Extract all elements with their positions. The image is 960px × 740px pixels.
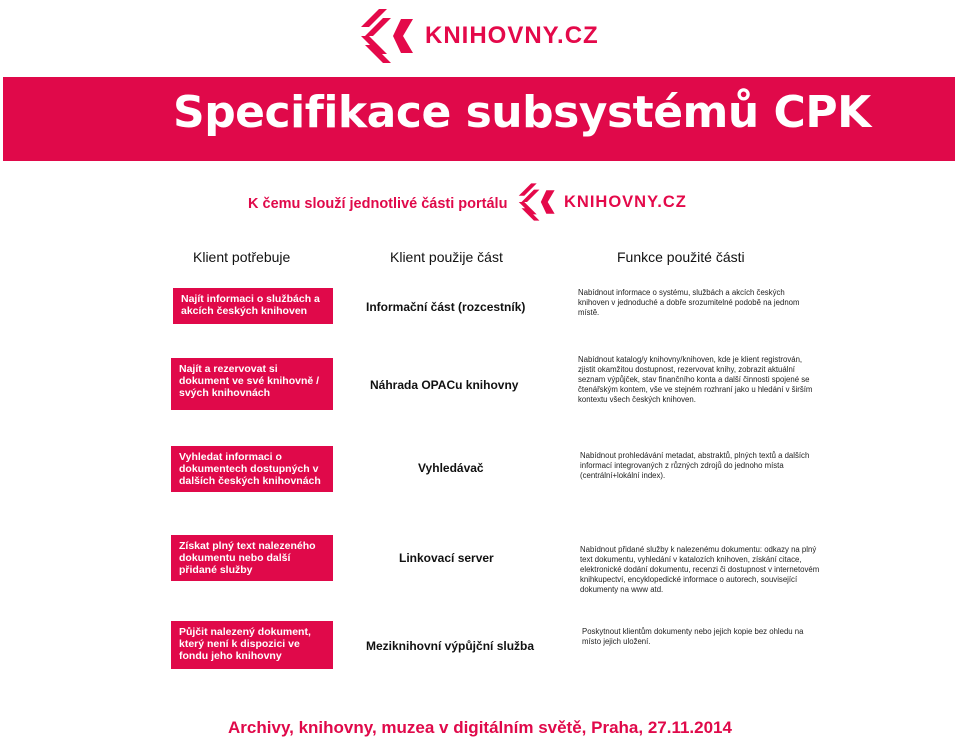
function-text-4: Nabídnout přidané služby k nalezenému dokumentu: odkazy na plný text dokumentu, vyhledání v katalozích knihoven, získání citace, elektronické dodání dokumentu, recenzi či dostupnost v internetovém knihkupectví, encyklopedické informace o autorech, související dokumenty na www atd. [580,545,820,594]
need-box-4: Získat plný text nalezeného dokumentu nebo další přidané služby [171,535,333,581]
diagram-title: K čemu slouží jednotlivé části portálu [248,196,508,212]
knihovny-logo [357,6,599,66]
need-box-3: Vyhledat informaci o dokumentech dostupných v dalších českých knihovnách [171,446,333,492]
function-text-1: Nabídnout informace o systému, službách a akcích českých knihoven v jednoduché a dobře srozumitelné podobě na jednom místě. [578,288,800,317]
knihovny-logo-text: KNIHOVNY.CZ [425,22,599,49]
need-box-1: Najít informaci o službách a akcích českých knihoven [173,288,333,324]
title-band [3,77,955,161]
part-name-3: Vyhledávač [418,461,484,475]
part-name-5: Meziknihovní výpůjční služba [366,639,535,653]
diagram-logo [516,182,687,222]
need-box-5: Půjčit nalezený dokument, který není k dispozici ve fondu jeho knihovny [171,621,333,669]
column-header-function: Funkce použité části [617,249,745,265]
knihovny-logo-mark-icon [357,7,415,65]
need-box-2: Najít a rezervovat si dokument ve své knihovně / svých knihovnách [171,358,333,410]
function-text-5: Poskytnout klientům dokumenty nebo jejich kopie bez ohledu na místo jejich uložení. [582,627,804,646]
slide-title: Specifikace subsystémů CPK [173,87,871,138]
function-text-2: Nabídnout katalog/y knihovny/knihoven, kde je klient registrován, zjistit okamžitou dostupnost, rezervovat knihy, zobrazit aktuální seznam výpůjček, stav finančního konta a další činnosti spojené se čtenářským kontem, vše ve stejném rozhraní jako u hledání v širším kontextu všech českých knihoven. [578,355,813,404]
column-header-need: Klient potřebuje [193,249,291,265]
diagram-logo-text: KNIHOVNY.CZ [564,192,687,211]
part-name-4: Linkovací server [399,551,494,565]
function-text-3: Nabídnout prohledávání metadat, abstraktů, plných textů a dalších informací integrovaných z různých zdrojů do jednoho místa (centrální+lokální index). [580,451,810,480]
diagram-logo-mark-icon [516,182,556,222]
part-name-2: Náhrada OPACu knihovny [370,378,519,392]
footer-caption: Archivy, knihovny, muzea v digitálním světě, Praha, 27.11.2014 [228,718,732,737]
column-header-part: Klient použije část [390,249,503,265]
part-name-1: Informační část (rozcestník) [366,300,526,314]
